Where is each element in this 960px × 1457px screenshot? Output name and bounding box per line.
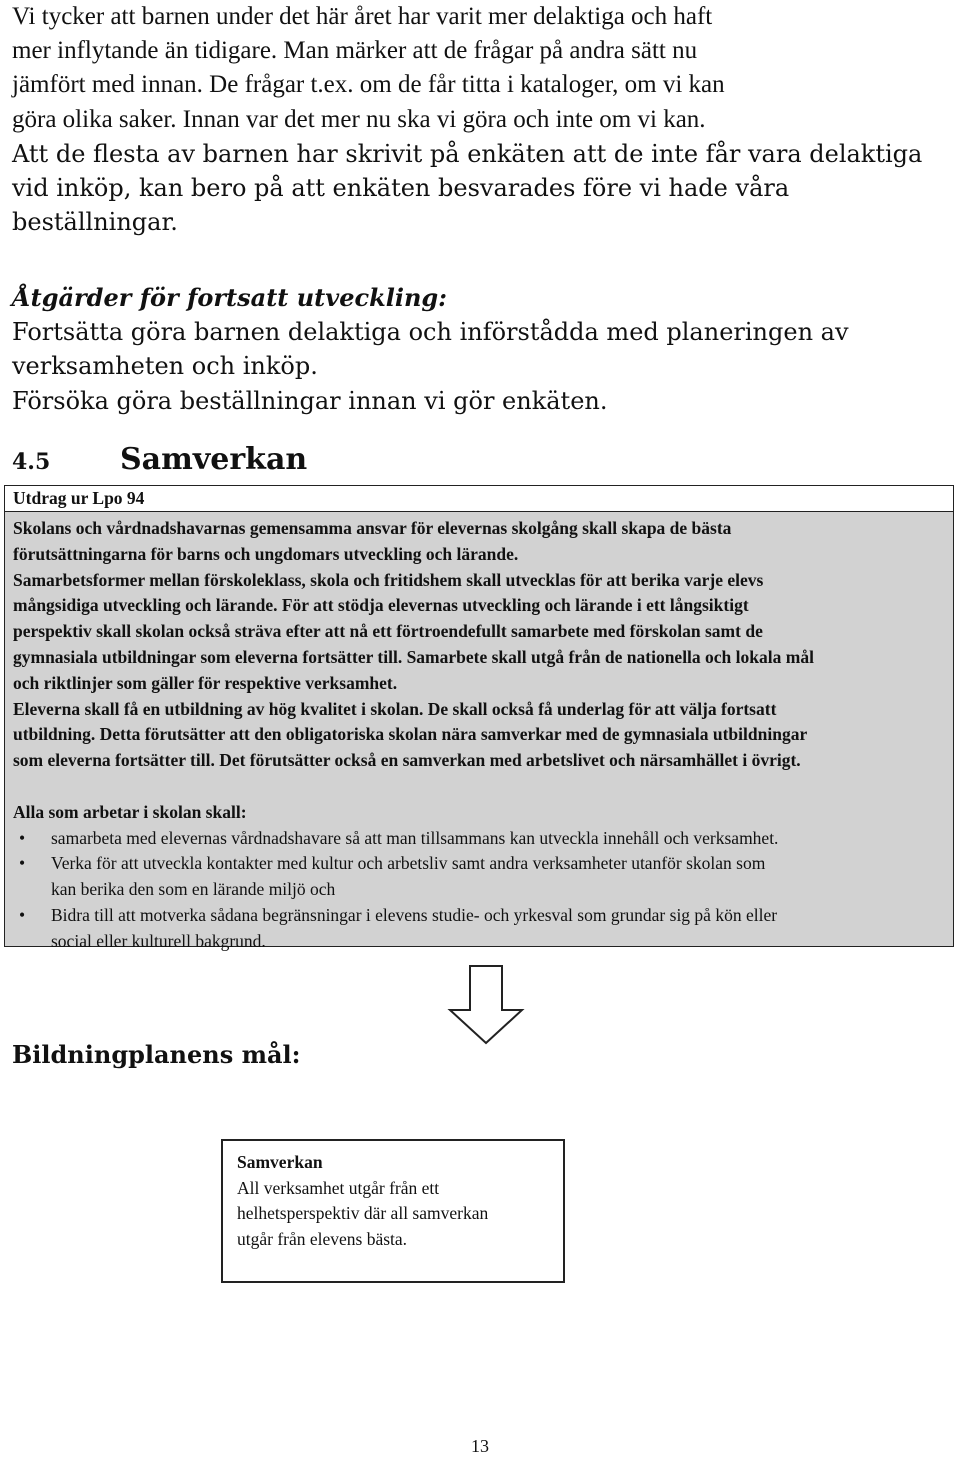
excerpt-line: Skolans och vårdnadshavarnas gemensamma ansvar för elevernas skolgång skall skapa de bästa <box>13 518 732 538</box>
excerpt-header: Utdrag ur Lpo 94 <box>5 486 953 512</box>
duties-list <box>13 826 945 955</box>
goal-box-title: Samverkan <box>237 1152 323 1172</box>
measures-line: Försöka göra beställningar innan vi gör enkäten. <box>12 386 608 415</box>
excerpt-line: perspektiv skall skolan också sträva efter att nå ett förtroendefullt samarbete med förskolan samt de <box>13 621 763 642</box>
goal-box-line: helhetsperspektiv där all samverkan <box>237 1203 489 1224</box>
measures-section <box>12 281 942 418</box>
excerpt-line: utbildning. Detta förutsätter att den obligatoriska skolan nära samverkar med de gymnasiala utbildningar <box>13 724 808 745</box>
intro-paragraph <box>12 0 942 239</box>
intro-line: Vi tycker att barnen under det här året har varit mer delaktiga och haft <box>12 3 713 30</box>
goal-box <box>221 1139 565 1283</box>
intro-line: mer inflytande än tidigare. Man märker att de frågar på andra sätt nu <box>12 37 698 65</box>
list-item-text: Bidra till att motverka sådana begränsningar i elevens studie- och yrkesval som grundar sig på kön eller <box>51 904 778 925</box>
list-heading: Alla som arbetar i skolan skall: <box>13 801 247 822</box>
down-arrow-icon <box>446 964 526 1046</box>
intro-line: jämfört med innan. De frågar t.ex. om de får titta i kataloger, om vi kan <box>12 71 725 99</box>
section-title: Samverkan <box>120 442 308 477</box>
bullet-icon: • <box>19 904 26 925</box>
list-item-text: social eller kulturell bakgrund. <box>51 930 266 951</box>
intro-line: beställningar. <box>12 208 178 237</box>
excerpt-line: gymnasiala utbildningar som eleverna fortsätter till. Samarbete skall utgå från de nationella och lokala mål <box>13 646 814 667</box>
measures-heading: Åtgärder för fortsatt utveckling: <box>12 283 448 312</box>
intro-line: Att de flesta av barnen har skrivit på enkäten att de inte får vara delaktiga <box>12 139 923 168</box>
list-item <box>13 851 945 903</box>
intro-line: göra olika saker. Innan var det mer nu ska vi göra och inte om vi kan. <box>12 105 706 133</box>
measures-line: Fortsätta göra barnen delaktiga och införstådda med planeringen av <box>12 318 849 347</box>
list-item-text: samarbeta med elevernas vårdnadshavare så att man tillsammans kan utveckla innehåll och verksamhet. <box>51 827 779 848</box>
bullet-icon: • <box>19 853 26 874</box>
section-heading <box>12 440 307 482</box>
excerpt-line: mångsidiga utveckling och lärande. För att stödja elevernas utveckling och lärande i ett långsiktigt <box>13 595 749 616</box>
curriculum-excerpt-box <box>4 485 954 951</box>
goal-box-line: All verksamhet utgår från ett <box>237 1177 440 1198</box>
excerpt-body <box>5 512 953 955</box>
goals-heading: Bildningplanens mål: <box>12 1040 301 1069</box>
section-number: 4.5 <box>12 449 51 475</box>
bullet-icon: • <box>19 827 26 848</box>
excerpt-line: som eleverna fortsätter till. Det förutsätter också en samverkan med arbetslivet och närsamhället i övrigt. <box>13 750 801 771</box>
goal-box-line: utgår från elevens bästa. <box>237 1228 408 1249</box>
list-item <box>13 826 945 852</box>
spacer <box>13 774 945 800</box>
list-item <box>13 903 945 955</box>
excerpt-line: och riktlinjer som gäller för respektive verksamhet. <box>13 672 398 693</box>
excerpt-line: förutsättningarna för barns och ungdomars utveckling och lärande. <box>13 543 519 564</box>
list-item-text: kan berika den som en lärande miljö och <box>51 879 336 900</box>
measures-line: verksamheten och inköp. <box>12 352 318 381</box>
page-number: 13 <box>471 1436 489 1456</box>
intro-line: vid inköp, kan bero på att enkäten besvarades före vi hade våra <box>12 174 790 203</box>
list-item-text: Verka för att utveckla kontakter med kultur och arbetsliv samt andra verksamheter utanför skolan som <box>51 853 766 874</box>
excerpt-line: Eleverna skall få en utbildning av hög kvalitet i skolan. De skall också få underlag för att välja fortsatt <box>13 698 777 719</box>
excerpt-line: Samarbetsformer mellan förskoleklass, skola och fritidshem skall utvecklas för att berika varje elevs <box>13 569 764 590</box>
